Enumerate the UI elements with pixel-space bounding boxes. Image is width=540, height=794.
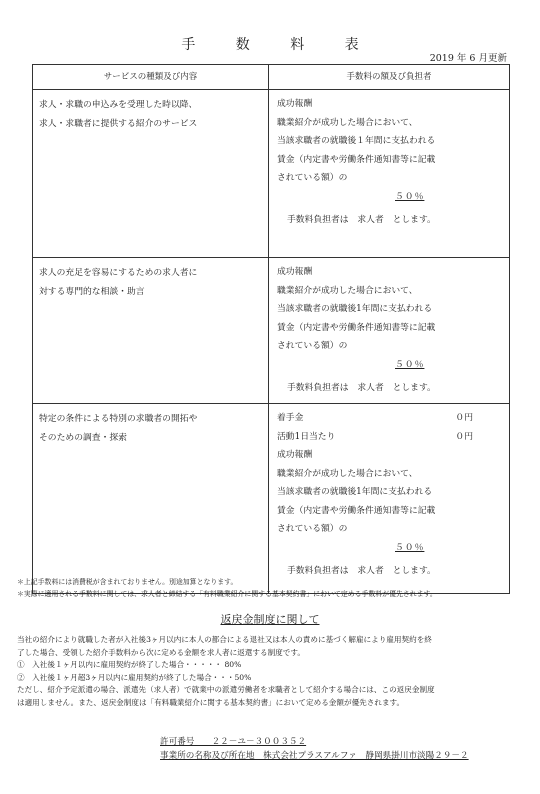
license-number: 許可番号 ２２－ユ－３００３５２ — [160, 737, 307, 747]
column-header-fee: 手数料の額及び負担者 — [269, 65, 510, 90]
fee-cell — [269, 90, 510, 258]
fee-table — [32, 64, 510, 594]
fee-item-daily — [277, 428, 473, 447]
service-line: そのための調査・探索 — [39, 432, 127, 443]
fee-line: 当該求職者の就職後１年間に支払われる — [277, 136, 436, 146]
fee-line: されている額）の — [277, 524, 348, 534]
fee-payer: 手数料負担者は 求人者 とします。 — [287, 383, 436, 393]
fee-line: 賃金（内定書や労働条件通知書等に記載 — [277, 154, 436, 165]
fee-line: 職業紹介が成功した場合において、 — [277, 285, 418, 296]
service-line: 求人の充足を容易にするための求人者に — [39, 268, 198, 278]
table-header-row — [33, 65, 510, 90]
refund-line: ② 入社後１ヶ月超3ヶ月以内に雇用契約が終了した場合・・・50% — [17, 672, 252, 682]
fee-rate: ５０％ — [395, 359, 425, 370]
fee-line: 職業紹介が成功した場合において、 — [277, 117, 418, 128]
refund-body — [17, 634, 523, 709]
refund-line: ただし、紹介予定派遣の場合、派遣先（求人者）で就業中の派遣労働者を求職者として紹介する場合には、この返戻金制度 — [17, 685, 435, 694]
service-line: 対する専門的な相談・助言 — [39, 286, 145, 297]
footer — [160, 735, 469, 763]
fee-line: 成功報酬 — [277, 450, 313, 460]
service-line: 求人・求職者に提供する紹介のサービス — [39, 118, 198, 129]
office-address: 事業所の名称及び所在地 株式会社プラスアルファ 静岡県掛川市淡陽２９－２ — [160, 751, 469, 761]
table-row — [33, 404, 510, 594]
refund-line: 当社の紹介により就職した者が入社後3ヶ月以内に本人の都合による退社又は本人の責めに基づく解雇により雇用契約を終 — [17, 635, 432, 644]
fee-item-label: 着手金 — [277, 413, 304, 423]
footnotes — [17, 576, 437, 600]
fee-line: 職業紹介が成功した場合において、 — [277, 468, 418, 479]
table-row — [33, 258, 510, 404]
refund-heading — [0, 611, 540, 627]
fee-cell — [269, 258, 510, 404]
fee-line: 当該求職者の就職後1年間に支払われる — [277, 304, 433, 314]
fee-line: 成功報酬 — [277, 99, 313, 109]
column-header-service: サービスの種類及び内容 — [33, 65, 269, 90]
fee-line: 賃金（内定書や労働条件通知書等に記載 — [277, 505, 436, 516]
fee-payer: 手数料負担者は 求人者 とします。 — [287, 215, 436, 225]
service-line: 特定の条件による特別の求職者の開拓や — [39, 414, 198, 424]
service-cell — [33, 90, 269, 258]
refund-heading-text: 返戻金制度に関して — [220, 613, 320, 626]
fee-line: されている額）の — [277, 173, 348, 183]
refund-line: 了した場合、受領した紹介手数料から次に定める金額を求人者に返還する制度です。 — [17, 647, 305, 657]
service-cell — [33, 258, 269, 404]
table-row — [33, 90, 510, 258]
fee-item-initial — [277, 409, 473, 428]
fee-item-label: 活動1日当たり — [277, 431, 336, 442]
fee-line: 成功報酬 — [277, 267, 313, 277]
fee-line: 賃金（内定書や労働条件通知書等に記載 — [277, 322, 436, 333]
service-line: 求人・求職の申込みを受理した時以降、 — [39, 100, 198, 110]
fee-payer: 手数料負担者は 求人者 とします。 — [287, 566, 436, 576]
fee-line: 当該求職者の就職後1年間に支払われる — [277, 487, 433, 497]
fee-rate: ５０％ — [395, 542, 425, 553]
page-title: 手 数 料 表 — [181, 37, 377, 53]
refund-line: は適用しません。また、返戻金制度は「有料職業紹介に関する基本契約書」において定める金額が優先されます。 — [17, 697, 405, 707]
update-date: 2019 年 6 月更新 — [429, 53, 507, 64]
fee-cell — [269, 404, 510, 594]
refund-line: ① 入社後１ヶ月以内に雇用契約が終了した場合・・・・・ 80% — [17, 660, 242, 669]
footnote: ＊上記手数料には消費税が含まれておりません。別途加算となります。 — [17, 578, 238, 586]
fee-item-value: ０円 — [455, 413, 473, 423]
fee-item-value: ０円 — [455, 431, 473, 442]
fee-line: されている額）の — [277, 341, 348, 351]
service-cell — [33, 404, 269, 594]
fee-rate: ５０％ — [395, 191, 425, 202]
footnote: ＊実際に適用される手数料に関しては、求人者と締結する「有料職業紹介に関する基本契約書」において定める手数料が優先されます。 — [17, 590, 437, 598]
